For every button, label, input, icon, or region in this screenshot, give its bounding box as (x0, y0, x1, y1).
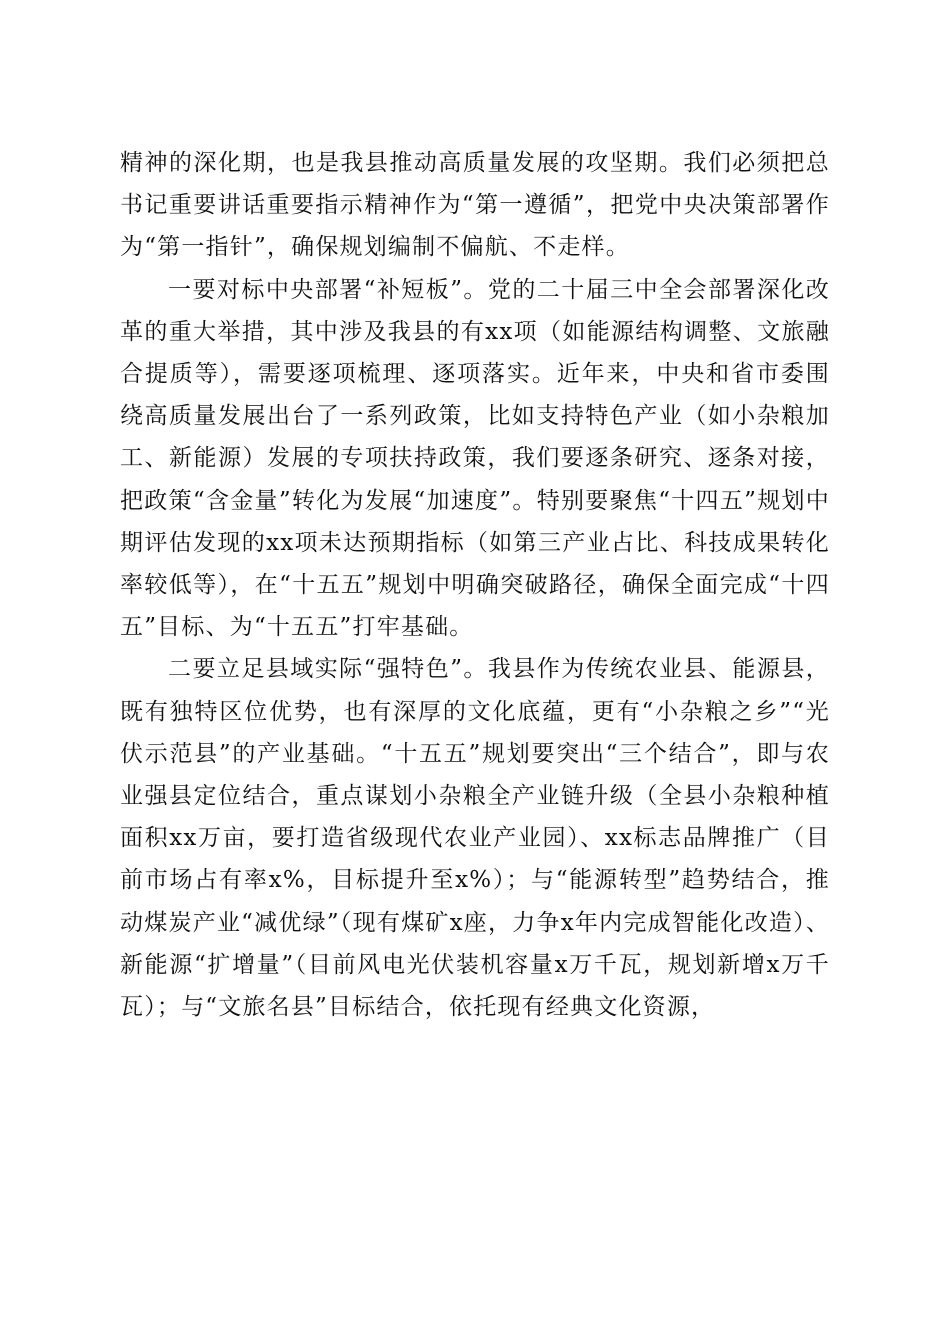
paragraph-point-one: 一要对标中央部署“补短板”。党的二十届三中全会部署深化改革的重大举措，其中涉及我县的有xx项（如能源结构调整、文旅融合提质等），需要逐项梳理、逐项落实。近年来，中央和省市委围绕高质量发展出台了一系列政策，比如支持特色产业（如小杂粮加工、新能源）发展的专项扶持政策，我们要逐条研究、逐条对接，把政策“含金量”转化为发展“加速度”。特别要聚焦“十四五”规划中期评估发现的xx项未达预期指标（如第三产业占比、科技成果转化率较低等），在“十五五”规划中明确突破路径，确保全面完成“十四五”目标、为“十五五”打牢基础。 (120, 276, 830, 641)
paragraph-point-two: 二要立足县域实际“强特色”。我县作为传统农业县、能源县，既有独特区位优势，也有深厚的文化底蕴，更有“小杂粮之乡”“光伏示范县”的产业基础。“十五五”规划要突出“三个结合”，即与农业强县定位结合，重点谋划小杂粮全产业链升级（全县小杂粮种植面积xx万亩，要打造省级现代农业产业园）、xx标志品牌推广（目前市场占有率x%，目标提升至x%）；与“能源转型”趋势结合，推动煤炭产业“减优绿”（现有煤矿x座，力争x年内完成智能化改造）、新能源“扩增量”（目前风电光伏装机容量x万千瓦，规划新增x万千瓦）；与“文旅名县”目标结合，依托现有经典文化资源， (120, 656, 830, 1021)
document-body (120, 142, 830, 1028)
paragraph-continuation: 精神的深化期，也是我县推动高质量发展的攻坚期。我们必须把总书记重要讲话重要指示精神作为“第一遵循”，把党中央决策部署作为“第一指针”，确保规划编制不偏航、不走样。 (120, 150, 830, 261)
